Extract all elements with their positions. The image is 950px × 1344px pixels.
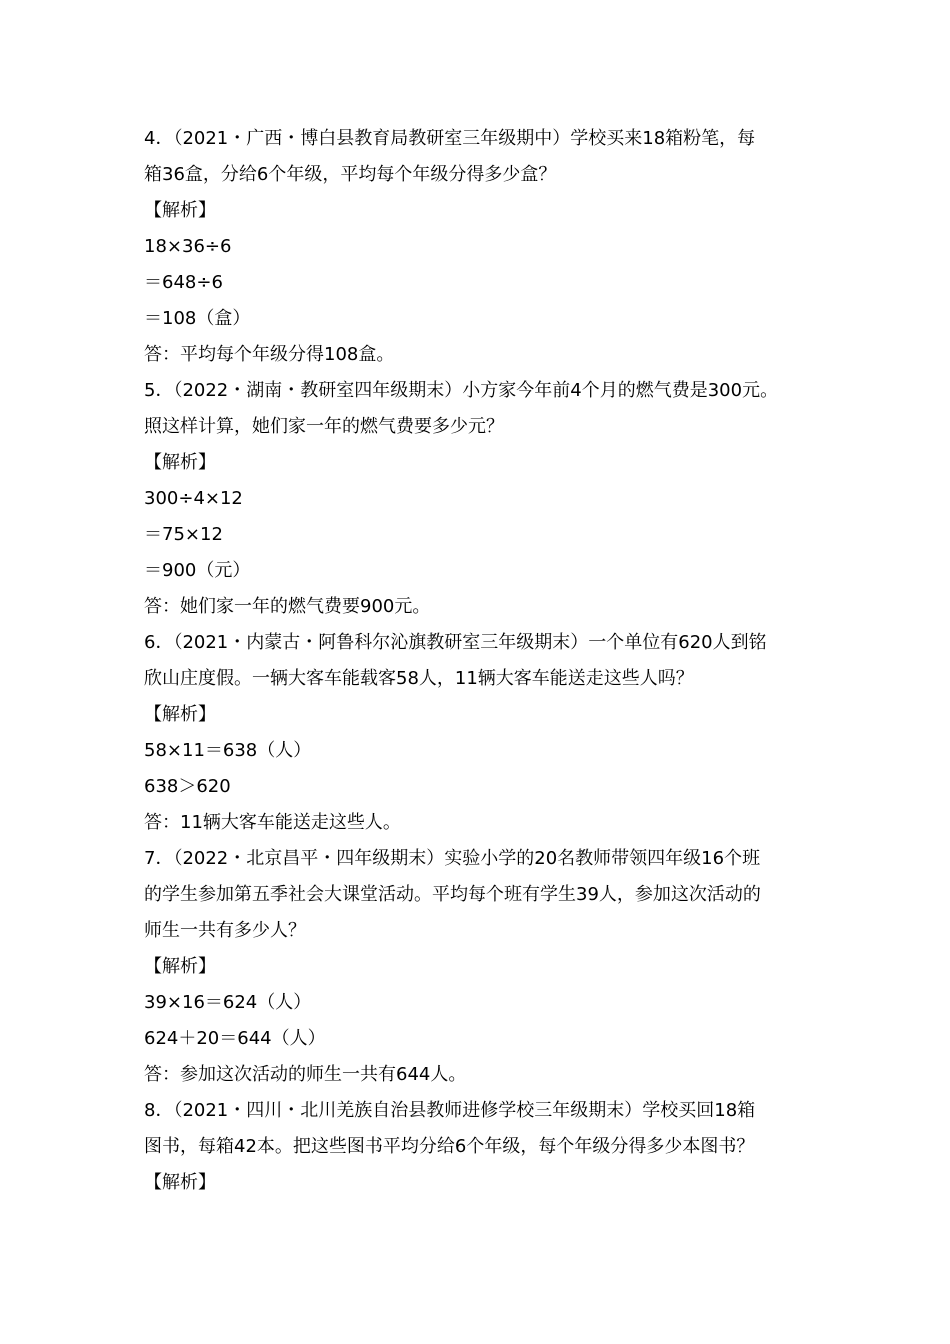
q6-question-line-2: 欣山庄度假。一辆大客车能载客58人，11辆大客车能送走这些人吗？ [144,668,694,689]
q4-step-1: 18×36÷6 [144,236,232,257]
q4-question-line-1: 4．（2021・广西・博白县教育局教研室三年级期中）学校买来18箱粉笔，每 [144,128,756,149]
q5-analysis-heading: 【解析】 [144,452,216,473]
q6-step-1: 58×11＝638（人） [144,740,312,761]
q7-answer: 答：参加这次活动的师生一共有644人。 [144,1064,467,1085]
q8-question-line-1: 8．（2021・四川・北川羌族自治县教师进修学校三年级期末）学校买回18箱 [144,1100,756,1121]
q5-step-1: 300÷4×12 [144,488,243,509]
q7-question-line-2: 的学生参加第五季社会大课堂活动。平均每个班有学生39人，参加这次活动的 [144,884,761,905]
q5-answer: 答：她们家一年的燃气费要900元。 [144,596,431,617]
q4-step-2: ＝648÷6 [144,272,223,293]
q4-question-line-2: 箱36盒，分给6个年级，平均每个年级分得多少盒？ [144,164,557,185]
q8-analysis-heading: 【解析】 [144,1172,216,1193]
q5-step-3: ＝900（元） [144,560,251,581]
q5-question-line-2: 照这样计算，她们家一年的燃气费要多少元？ [144,416,504,437]
q6-answer: 答：11辆大客车能送走这些人。 [144,812,401,833]
q5-question-line-1: 5．（2022・湖南・教研室四年级期末）小方家今年前4个月的燃气费是300元。 [144,380,779,401]
q6-step-2: 638＞620 [144,776,231,797]
q4-answer: 答：平均每个年级分得108盒。 [144,344,395,365]
q4-step-3: ＝108（盒） [144,308,251,329]
q6-analysis-heading: 【解析】 [144,704,216,725]
q4-analysis-heading: 【解析】 [144,200,216,221]
q5-step-2: ＝75×12 [144,524,223,545]
q6-question-line-1: 6．（2021・内蒙古・阿鲁科尔沁旗教研室三年级期末）一个单位有620人到铭 [144,632,767,653]
q7-analysis-heading: 【解析】 [144,956,216,977]
q7-step-2: 624＋20＝644（人） [144,1028,326,1049]
q7-question-line-1: 7．（2022・北京昌平・四年级期末）实验小学的20名教师带领四年级16个班 [144,848,761,869]
q8-question-line-2: 图书，每箱42本。把这些图书平均分给6个年级，每个年级分得多少本图书？ [144,1136,755,1157]
q7-question-line-3: 师生一共有多少人？ [144,920,306,941]
q7-step-1: 39×16＝624（人） [144,992,312,1013]
